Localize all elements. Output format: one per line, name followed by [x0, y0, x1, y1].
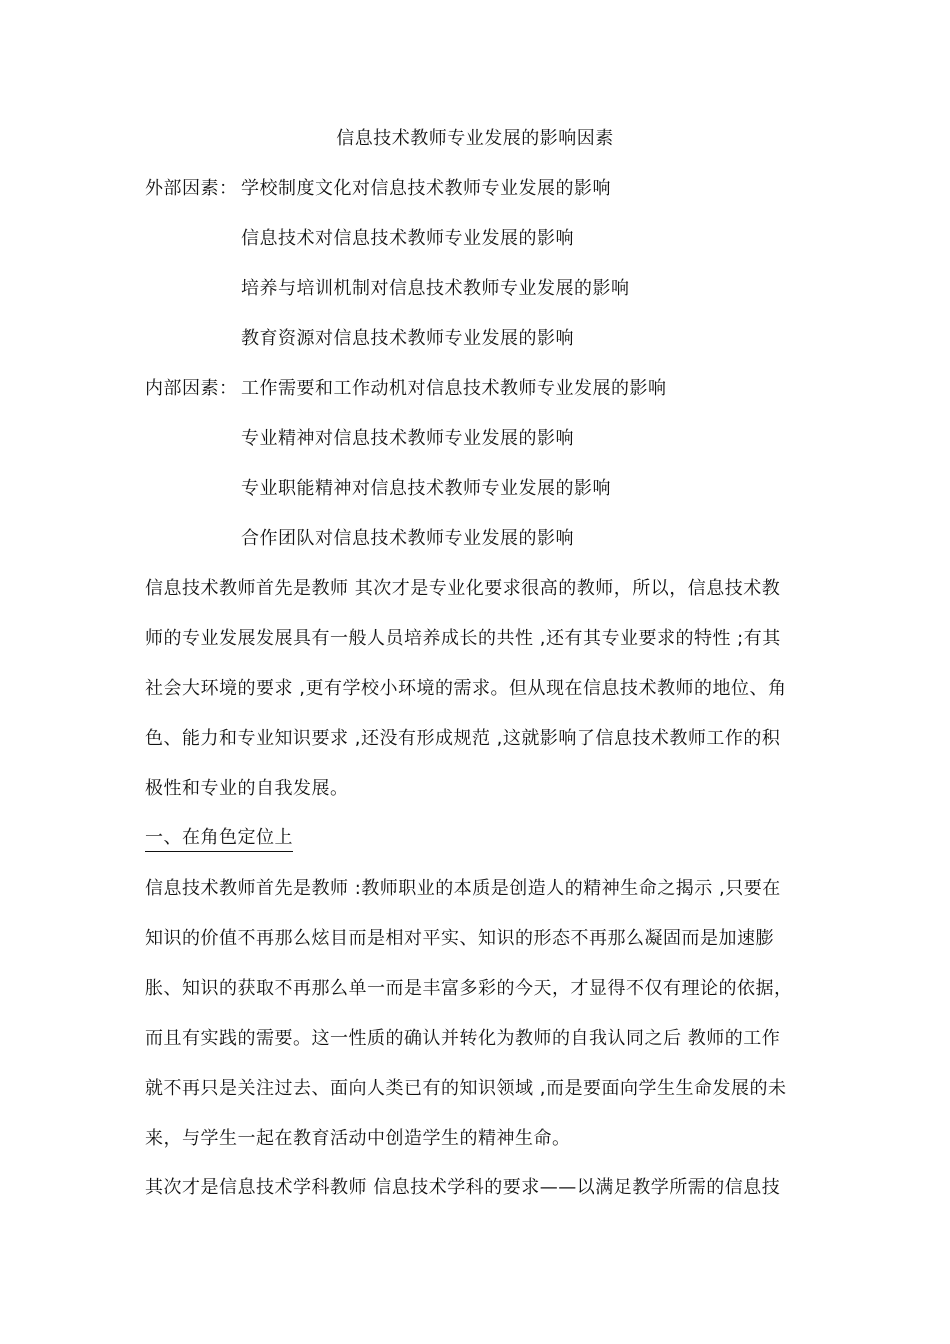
external-factors-label: 外部因素：	[145, 178, 238, 199]
internal-factor-item: 专业精神对信息技术教师专业发展的影响	[241, 428, 574, 449]
section-heading	[145, 826, 293, 850]
paragraph-line: 来，与学生一起在教育活动中创造学生的精神生命。	[145, 1128, 571, 1149]
paragraph-line: 极性和专业的自我发展。	[145, 778, 349, 799]
paragraph-line: 而且有实践的需要。这一性质的确认并转化为教师的自我认同之后 教师的工作	[145, 1028, 781, 1049]
paragraph-line: 信息技术教师首先是教师 :教师职业的本质是创造人的精神生命之揭示 ,只要在	[145, 878, 781, 899]
paragraph-line: 知识的价值不再那么炫目而是相对平实、知识的形态不再那么凝固而是加速膨	[145, 928, 774, 949]
paragraph-line: 社会大环境的要求 ,更有学校小环境的需求。但从现在信息技术教师的地位、角	[145, 678, 787, 699]
paragraph-line: 就不再只是关注过去、面向人类已有的知识领域 ,而是要面向学生生命发展的未	[145, 1078, 787, 1099]
paragraph-line: 胀、知识的获取不再那么单一而是丰富多彩的今天，才显得不仅有理论的依据，	[145, 978, 793, 999]
external-factor-item: 学校制度文化对信息技术教师专业发展的影响	[241, 178, 611, 199]
external-factor-item: 信息技术对信息技术教师专业发展的影响	[241, 228, 574, 249]
paragraph-line: 信息技术教师首先是教师 其次才是专业化要求很高的教师，所以，信息技术教	[145, 578, 781, 599]
page-title: 信息技术教师专业发展的影响因素	[336, 128, 614, 149]
paragraph-line: 师的专业发展发展具有一般人员培养成长的共性 ,还有其专业要求的特性 ;有其	[145, 628, 781, 649]
paragraph-line: 其次才是信息技术学科教师 信息技术学科的要求——以满足教学所需的信息技	[145, 1177, 781, 1198]
internal-factor-item: 工作需要和工作动机对信息技术教师专业发展的影响	[241, 378, 667, 399]
internal-factors-label: 内部因素：	[145, 378, 238, 399]
internal-factor-item: 专业职能精神对信息技术教师专业发展的影响	[241, 478, 611, 499]
section-heading-text: 一、在角色定位上	[145, 827, 293, 852]
external-factor-item: 培养与培训机制对信息技术教师专业发展的影响	[241, 278, 630, 299]
internal-factor-item: 合作团队对信息技术教师专业发展的影响	[241, 528, 574, 549]
paragraph-line: 色、能力和专业知识要求 ,还没有形成规范 ,这就影响了信息技术教师工作的积	[145, 728, 781, 749]
external-factor-item: 教育资源对信息技术教师专业发展的影响	[241, 328, 574, 349]
